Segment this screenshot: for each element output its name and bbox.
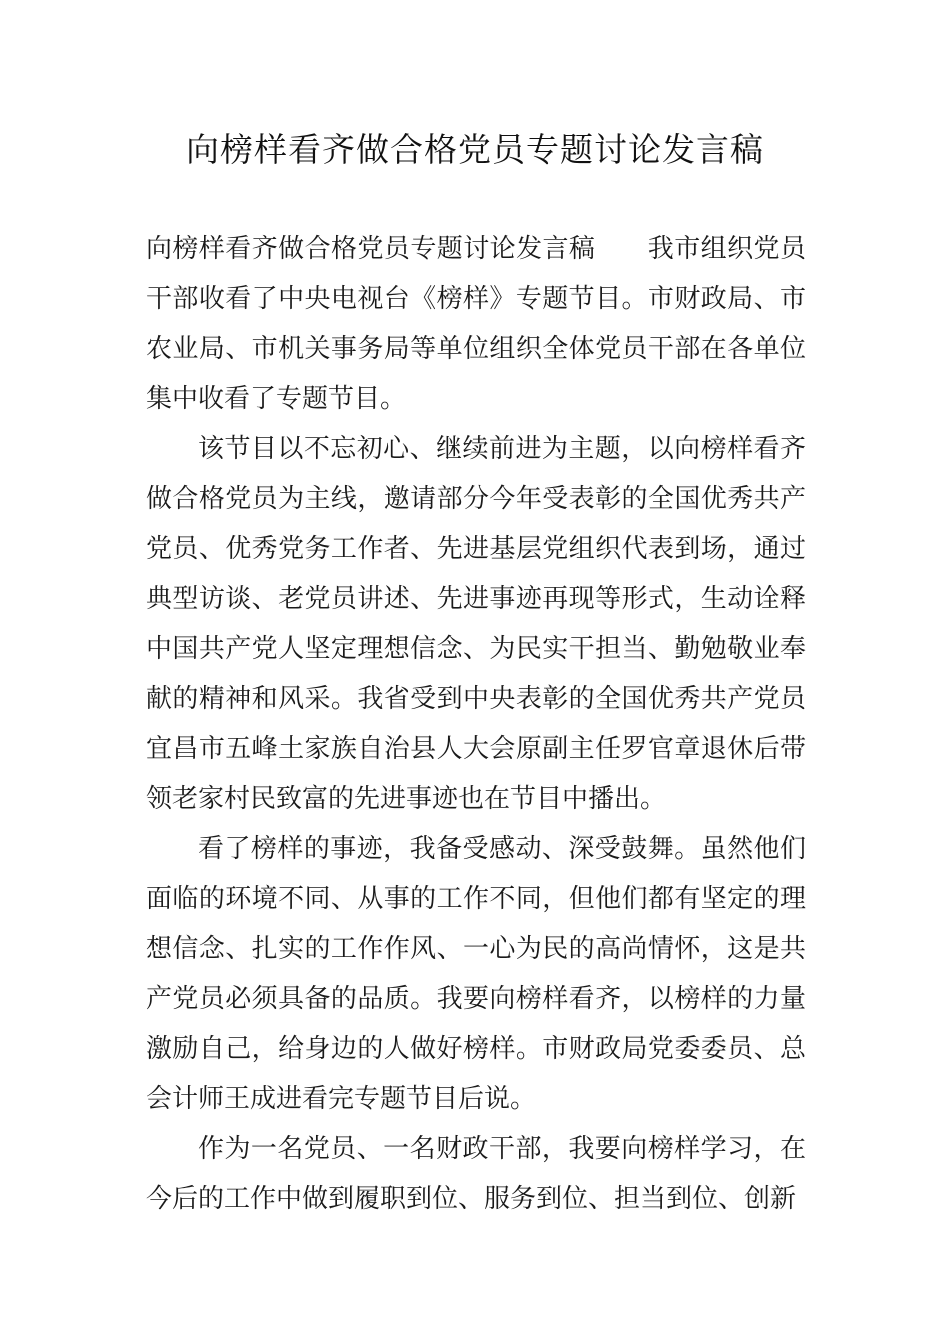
document-title: 向榜样看齐做合格党员专题讨论发言稿 bbox=[186, 130, 764, 169]
paragraph-1-lead: 向榜样看齐做合格党员专题讨论发言稿 bbox=[146, 234, 596, 264]
paragraph-4: 作为一名党员、一名财政干部，我要向榜样学习，在今后的工作中做到履职到位、服务到位、担当到位、创新 bbox=[146, 1134, 806, 1214]
paragraph-2: 该节目以不忘初心、继续前进为主题，以向榜样看齐做合格党员为主线，邀请部分今年受表彰的全国优秀共产党员、优秀党务工作者、先进基层党组织代表到场，通过典型访谈、老党员讲述、先进事迹再现等形式，生动诠释中国共产党人坚定理想信念、为民实干担当、勤勉敬业奉献的精神和风采。我省受到中央表彰的全国优秀共产党员宜昌市五峰土家族自治县人大会原副主任罗官章退休后带领老家村民致富的先进事迹也在节目中播出。 bbox=[146, 434, 806, 814]
paragraph-1-text: 我市组织党员干部收看了中央电视台《榜样》专题节目。市财政局、市农业局、市机关事务局等单位组织全体党员干部在各单位集中收看了专题节目。 bbox=[146, 234, 806, 414]
paragraph-1 bbox=[146, 224, 806, 424]
document-body bbox=[146, 224, 806, 1224]
paragraph-3: 看了榜样的事迹，我备受感动、深受鼓舞。虽然他们面临的环境不同、从事的工作不同，但他们都有坚定的理想信念、扎实的工作作风、一心为民的高尚情怀，这是共产党员必须具备的品质。我要向榜样看齐，以榜样的力量激励自己，给身边的人做好榜样。市财政局党委委员、总会计师王成进看完专题节目后说。 bbox=[146, 834, 806, 1114]
